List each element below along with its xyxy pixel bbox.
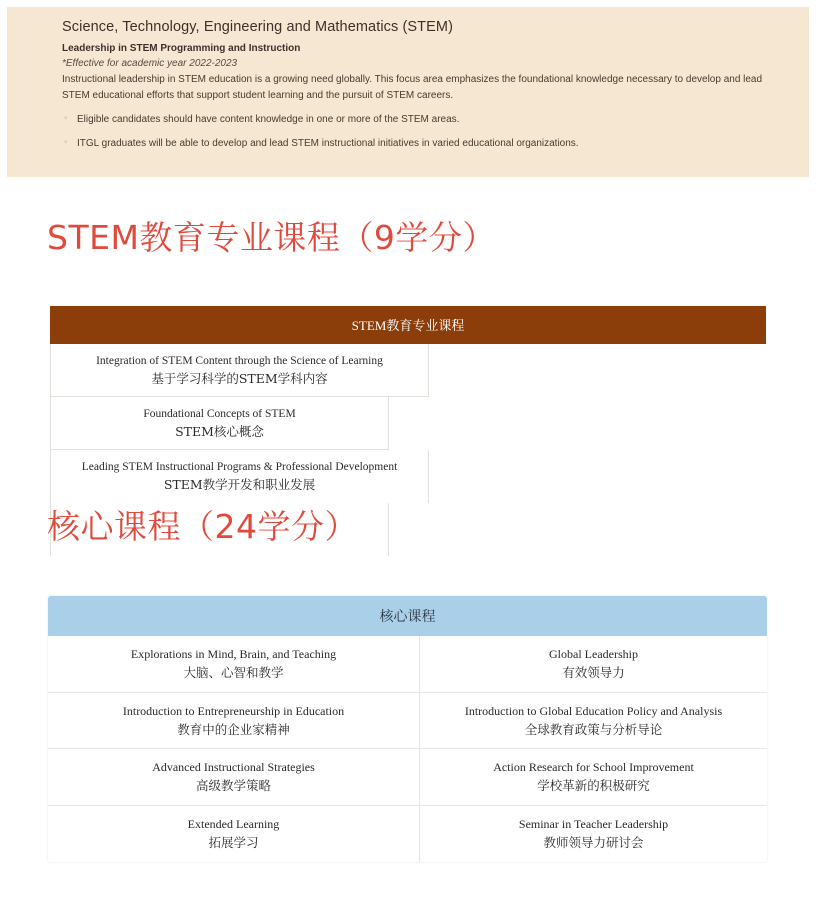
course-name-en: Foundational Concepts of STEM [143, 408, 296, 420]
course-name-en: Action Research for School Improvement [493, 760, 694, 774]
info-bullet [62, 138, 809, 149]
info-subtitle: Leadership in STEM Programming and Instruction [62, 43, 301, 54]
info-title: Science, Technology, Engineering and Mathematics (STEM) [62, 19, 454, 35]
course-name-zh: 教师领导力研讨会 [543, 834, 644, 850]
course-name-zh: STEM核心概念 [175, 424, 264, 439]
table-cell [420, 749, 767, 806]
table-cell [51, 397, 389, 450]
course-name-zh: 高级教学策略 [195, 778, 271, 793]
course-name-zh: 大脑、心智和教学 [183, 665, 284, 680]
core-courses-table [48, 596, 767, 862]
table-cell [48, 693, 420, 750]
info-bullet-text: ITGL graduates will be able to develop and lead STEM instructional initiatives in varied educational organizations. [77, 138, 579, 149]
stem-table-header: STEM教育专业课程 [50, 306, 766, 344]
table-cell [420, 636, 767, 693]
table-cell [420, 806, 767, 863]
course-name-zh: 有效领导力 [562, 665, 625, 680]
course-name-en: Extended Learning [187, 816, 280, 831]
course-name-zh: 学校革新的积极研究 [537, 778, 650, 793]
info-description: Instructional leadership in STEM education is a growing need globally. This focus area emphasizes the foundational knowledge necessary to develop and lead STEM educational efforts that support student learning and the pursuit of STEM careers. [62, 74, 763, 101]
course-name-en: Global Leadership [549, 647, 638, 661]
table-cell [48, 749, 420, 806]
info-bullet [62, 114, 809, 125]
course-name-en: Introduction to Entrepreneurship in Education [122, 703, 345, 718]
bullet-dot-icon: ◦ [64, 137, 68, 148]
course-name-en: Explorations in Mind, Brain, and Teaching [130, 647, 337, 661]
core-table-header: 核心课程 [48, 596, 767, 636]
course-name-en: Introduction to Global Education Policy and Analysis [464, 703, 723, 718]
table-cell [420, 693, 767, 750]
bullet-dot-icon: ◦ [64, 113, 68, 124]
course-name-en: Integration of STEM Content through the Science of Learning [96, 355, 383, 367]
table-cell [48, 636, 420, 693]
stem-info-panel [7, 7, 809, 177]
table-cell [51, 344, 429, 397]
course-name-zh: 基于学习科学的STEM学科内容 [151, 371, 328, 386]
stem-courses-heading: STEM教育专业课程（9学分） [47, 218, 496, 257]
info-effective-note: *Effective for academic year 2022-2023 [62, 58, 238, 69]
course-name-zh: STEM教学开发和职业发展 [163, 477, 316, 492]
course-name-en: Advanced Instructional Strategies [152, 760, 315, 774]
course-name-en: Leading STEM Instructional Programs & Professional Development [81, 461, 398, 473]
table-cell [51, 450, 429, 503]
table-cell [48, 806, 420, 863]
course-name-zh: 全球教育政策与分析导论 [524, 721, 663, 737]
course-name-zh: 教育中的企业家精神 [177, 721, 290, 737]
course-name-zh: 拓展学习 [208, 834, 259, 850]
core-courses-heading: 核心课程（24学分） [47, 507, 358, 546]
course-name-en: Seminar in Teacher Leadership [518, 816, 669, 831]
info-bullet-text: Eligible candidates should have content knowledge in one or more of the STEM areas. [77, 114, 460, 125]
